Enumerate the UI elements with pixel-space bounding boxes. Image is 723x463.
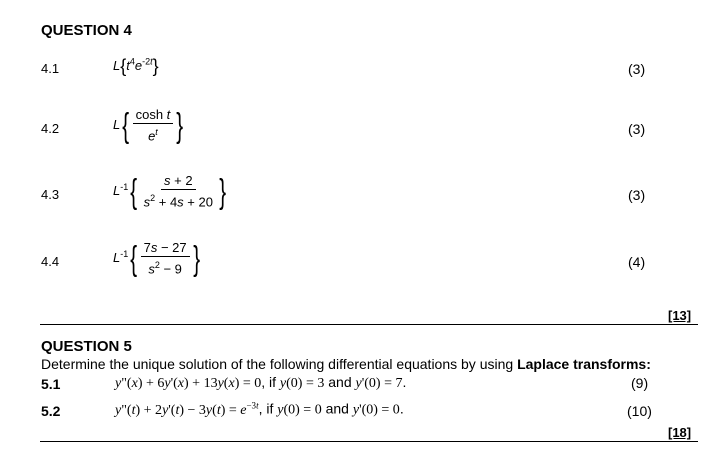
instruction-text: Determine the unique solution of the following differential equations by using xyxy=(41,356,514,372)
item-4-3-number: 4.3 xyxy=(41,187,60,202)
item-4-1-expression: $L\{t^4e^{-2t}\}$ xyxy=(113,56,159,76)
item-4-2-marks: (3) xyxy=(628,121,646,137)
item-4-4-number: 4.4 xyxy=(41,254,60,269)
bottom-divider xyxy=(40,441,698,442)
item-4-3-marks: (3) xyxy=(628,187,646,203)
item-5-2-number: 5.2 xyxy=(41,403,61,419)
question-4-heading: QUESTION 4 xyxy=(41,22,132,39)
item-4-4-marks: (4) xyxy=(628,254,646,270)
instruction-bold-text: Laplace transforms: xyxy=(517,356,651,372)
question-5-total: [18] xyxy=(668,425,692,440)
item-5-2-marks: (10) xyxy=(627,403,652,419)
question-5-heading: QUESTION 5 xyxy=(41,338,132,355)
question-4-total: [13] xyxy=(668,308,692,323)
item-4-1-number: 4.1 xyxy=(41,61,60,76)
item-4-2-number: 4.2 xyxy=(41,121,60,136)
item-4-4-expression: $L^{-1}${ $\frac{7s - 27}{s^2 - 9}$ } xyxy=(113,239,200,278)
item-5-1-number: 5.1 xyxy=(41,376,61,392)
item-4-2-expression: L{ $\frac{\text{cosh t}}{e^t}$ } xyxy=(113,106,184,145)
item-5-2-equation: y"(t) + $2y'(t) - 3y(t) = e^{-3t}$, if y(0) = 0 and y'(0) = 0. xyxy=(115,400,404,418)
item-5-1-marks: (9) xyxy=(631,375,649,391)
item-5-1-equation: y"(x) + 6y'(x) + 13y(x) = 0, if y(0) = 3 and y'(0) = 7. xyxy=(115,374,407,391)
item-4-3-expression: $L^{-1}${ $\frac{s + 2}{s^2 + 4s + 20}$ } xyxy=(113,172,227,211)
item-4-1-marks: (3) xyxy=(628,61,646,77)
section-divider xyxy=(40,324,698,325)
question-5-instruction xyxy=(41,356,651,372)
